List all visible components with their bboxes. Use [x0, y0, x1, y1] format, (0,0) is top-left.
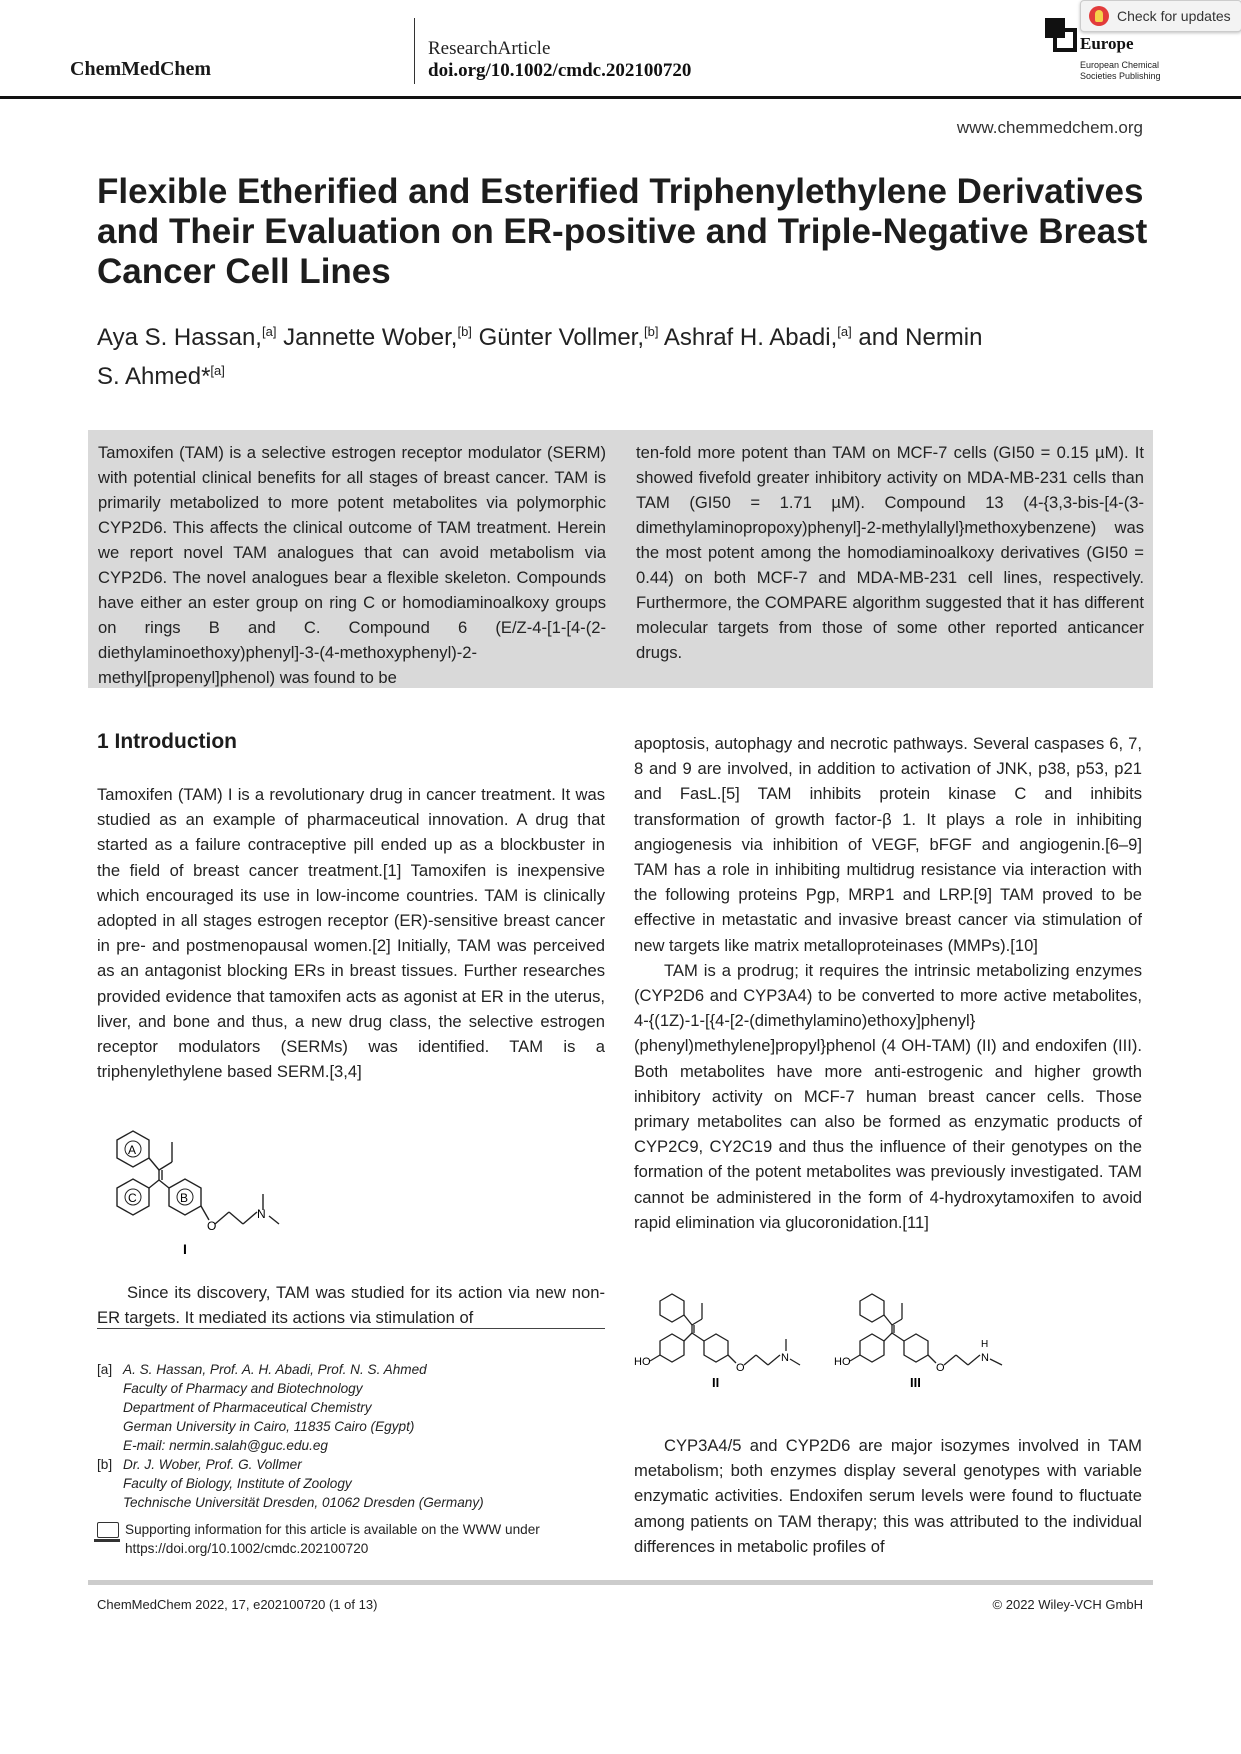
footnote-b: [b] Dr. J. Wober, Prof. G. Vollmer Faculty of Biology, Institute of Zoology Technische Universität Dresden, 01062 Dresden (Germany) [97, 1457, 484, 1510]
nitrogen-label: N [981, 1352, 989, 1364]
publisher-subtitle: European Chemical Societies Publishing [1080, 60, 1161, 81]
hydroxyl-label: HO [634, 1356, 651, 1368]
crossmark-icon [1089, 6, 1109, 26]
nitrogen-label: N [257, 1207, 266, 1221]
header-divider [414, 18, 415, 84]
abstract-box [88, 430, 1153, 688]
publisher-logo-text: Europe [1080, 34, 1134, 53]
computer-icon [97, 1522, 119, 1538]
ring-b-label: B [180, 1191, 189, 1205]
author-list: Aya S. Hassan,[a] Jannette Wober,[b] Günter Vollmer,[b] Ashraf H. Abadi,[a] and Nermin S. Ahmed*[a] [97, 324, 983, 390]
chemistry-europe-logo-icon [1045, 18, 1077, 52]
compound-i-label: I [183, 1241, 187, 1257]
intro-paragraph: Tamoxifen (TAM) I is a revolutionary drug in cancer treatment. It was studied as an example of pharmaceutical innovation. A drug that started as a failure contraceptive pill ended up as a blockbuster in the field of breast cancer treatment.[1] Tamoxifen is inexpensive which encouraged its use in low-income countries. TAM is clinically adopted in all stages estrogen receptor (ER)-sensitive breast cancer in pre- and postmenopausal women.[2] Initially, TAM was perceived as an antagonist blocking ERs in breast tissues. Further researches provided evidence that tamoxifen acts as agonist at ER in the uterus, liver, and bone and thus, a new drug class, the selective estrogen receptor modulators (SERMs) was identified. TAM is a triphenylethylene based SERM.[3,4] [97, 785, 605, 1082]
compound-iii-label: III [910, 1375, 921, 1390]
abstract-left: Tamoxifen (TAM) is a selective estrogen receptor modulator (SERM) with potential clinical benefits for all stages of breast cancer. TAM is primarily metabolized to more potent metabolites via polymorphic CYP2D6. This affects the clinical outcome of TAM treatment. Herein we report novel TAM analogues that can avoid metabolism via CYP2D6. The novel analogues bear a flexible skeleton. Compounds have either an ester group on ring C or homodiaminoalkoxy groups on rings B and C. Compound 6 (E/Z-4-[1-[4-(2-diethylaminoethoxy)phenyl]-3-(4-methoxyphenyl)-2-methyl[propenyl]phenol) was found to be [98, 443, 606, 687]
nitrogen-label: N [781, 1352, 789, 1364]
supporting-info-text[interactable]: Supporting information for this article is available on the WWW under https://doi.org/10.1002/cmdc.202100720 [125, 1522, 540, 1556]
intro-paragraph-2: Since its discovery, TAM was studied for its action via new non-ER targets. It mediated its actions via stimulation of [97, 1283, 605, 1328]
abstract-right: ten-fold more potent than TAM on MCF-7 cells (GI50 = 0.15 µM). It showed fivefold greater inhibitory activity on MDA-MB-231 cells than TAM (GI50 = 1.71 µM). Compound 13 (4-{3,3-bis-[4-(3-dimethylaminopropoxy)phenyl]-2-methylallyl}methoxybenzene) was the most potent among the homodiaminoalkoxy derivatives (GI50 = 0.44) on both MCF-7 and MDA-MB-231 cell lines, respectively. Furthermore, the COMPARE algorithm suggested that it has different molecular targets from those of some other reported anticancer drugs. [636, 443, 1144, 662]
article-title: Flexible Etherified and Esterified Triphenylethylene Derivatives and Their Evaluation on ER-positive and Triple-Negative Breast Cancer Cell Lines [97, 172, 1148, 291]
hydroxyl-label: HO [834, 1356, 851, 1368]
right-column-text [634, 731, 1142, 1235]
right-paragraph-3: CYP3A4/5 and CYP2D6 are major isozymes involved in TAM metabolism; both enzymes display several genotypes with variable enzymatic activities. Endoxifen serum levels were found to fluctuate among patients on TAM therapy; this was attributed to the individual differences in metabolic profiles of [634, 1436, 1142, 1556]
hydrogen-label: H [981, 1339, 989, 1350]
journal-website-link[interactable]: www.chemmedchem.org [956, 118, 1143, 137]
doi-link[interactable]: doi.org/10.1002/cmdc.202100720 [428, 60, 692, 81]
oxygen-label: O [936, 1362, 945, 1374]
affiliation-footnotes [97, 1360, 617, 1512]
right-paragraph-1: apoptosis, autophagy and necrotic pathways. Several caspases 6, 7, 8 and 9 are involved, in addition to activation of JNK, p38, p53, p21 and FasL.[5] TAM inhibits protein kinase C and inhibits transformation of growth factor-β 1. It plays a role in inhibiting angiogenesis via inhibition of VEGF, bFGF and angiogenin.[6–9] TAM has a role in inhibiting multidrug resistance via interaction with the following proteins Pgp, MRP1 and LRP.[9] TAM proved to be effective in metastatic and invasive breast cancer via stimulation of new targets like matrix metalloproteinases (MMPs).[10] [634, 734, 1142, 955]
header-rule [0, 96, 1241, 99]
section-heading: 1 Introduction [97, 730, 237, 753]
copyright-footer: © 2022 Wiley-VCH GmbH [992, 1597, 1143, 1612]
check-for-updates-button[interactable] [1080, 0, 1241, 32]
tamoxifen-structure-diagram [97, 1128, 327, 1278]
metabolite-structures-diagram [632, 1293, 1032, 1403]
author-name: Günter Vollmer, [478, 324, 645, 351]
author-name: Jannette Wober, [283, 324, 458, 351]
footnote-rule [97, 1328, 605, 1329]
ring-c-label: C [128, 1191, 137, 1205]
article-type: ResearchArticle [428, 38, 551, 59]
check-for-updates-label: Check for updates [1117, 8, 1231, 24]
supporting-info-note [97, 1520, 617, 1558]
citation-footer: ChemMedChem 2022, 17, e202100720 (1 of 13) [97, 1597, 378, 1612]
author-name: and Nermin S. Ahmed* [97, 324, 983, 390]
compound-ii-label: II [712, 1375, 720, 1390]
footnote-a: [a] A. S. Hassan, Prof. A. H. Abadi, Prof. N. S. Ahmed Faculty of Pharmacy and Biotechnology Department of Pharmaceutical Chemistry German University in Cairo, 11835 Cairo (Egypt) E-mail: nermin.salah@guc.edu.eg [97, 1362, 427, 1453]
footer-rule [88, 1580, 1153, 1585]
right-paragraph-2: TAM is a prodrug; it requires the intrinsic metabolizing enzymes (CYP2D6 and CYP3A4) to be converted to more active metabolites, 4-{(1Z)-1-[{4-[2-(dimethylamino)ethoxy]phenyl}(phenyl)methylene]propyl}phenol (4 OH-TAM) (II) and endoxifen (III). Both metabolites have more anti-estrogenic and higher growth inhibitory activity on MCF-7 human breast cancer cells. Those primary metabolites can also be formed as enzymatic products of CYP2C9, CY2C19 and thus the influence of their genotypes on the formation of the potent metabolites was previously investigated. TAM cannot be administered in the form of 4-hydroxytamoxifen to avoid rapid elimination via glucoronidation.[11] [634, 960, 1142, 1232]
author-name: Aya S. Hassan, [97, 324, 262, 351]
ring-a-label: A [128, 1143, 137, 1157]
author-name: Ashraf H. Abadi, [663, 324, 838, 351]
oxygen-label: O [736, 1362, 745, 1374]
oxygen-label: O [207, 1219, 217, 1233]
journal-name: ChemMedChem [70, 58, 212, 80]
